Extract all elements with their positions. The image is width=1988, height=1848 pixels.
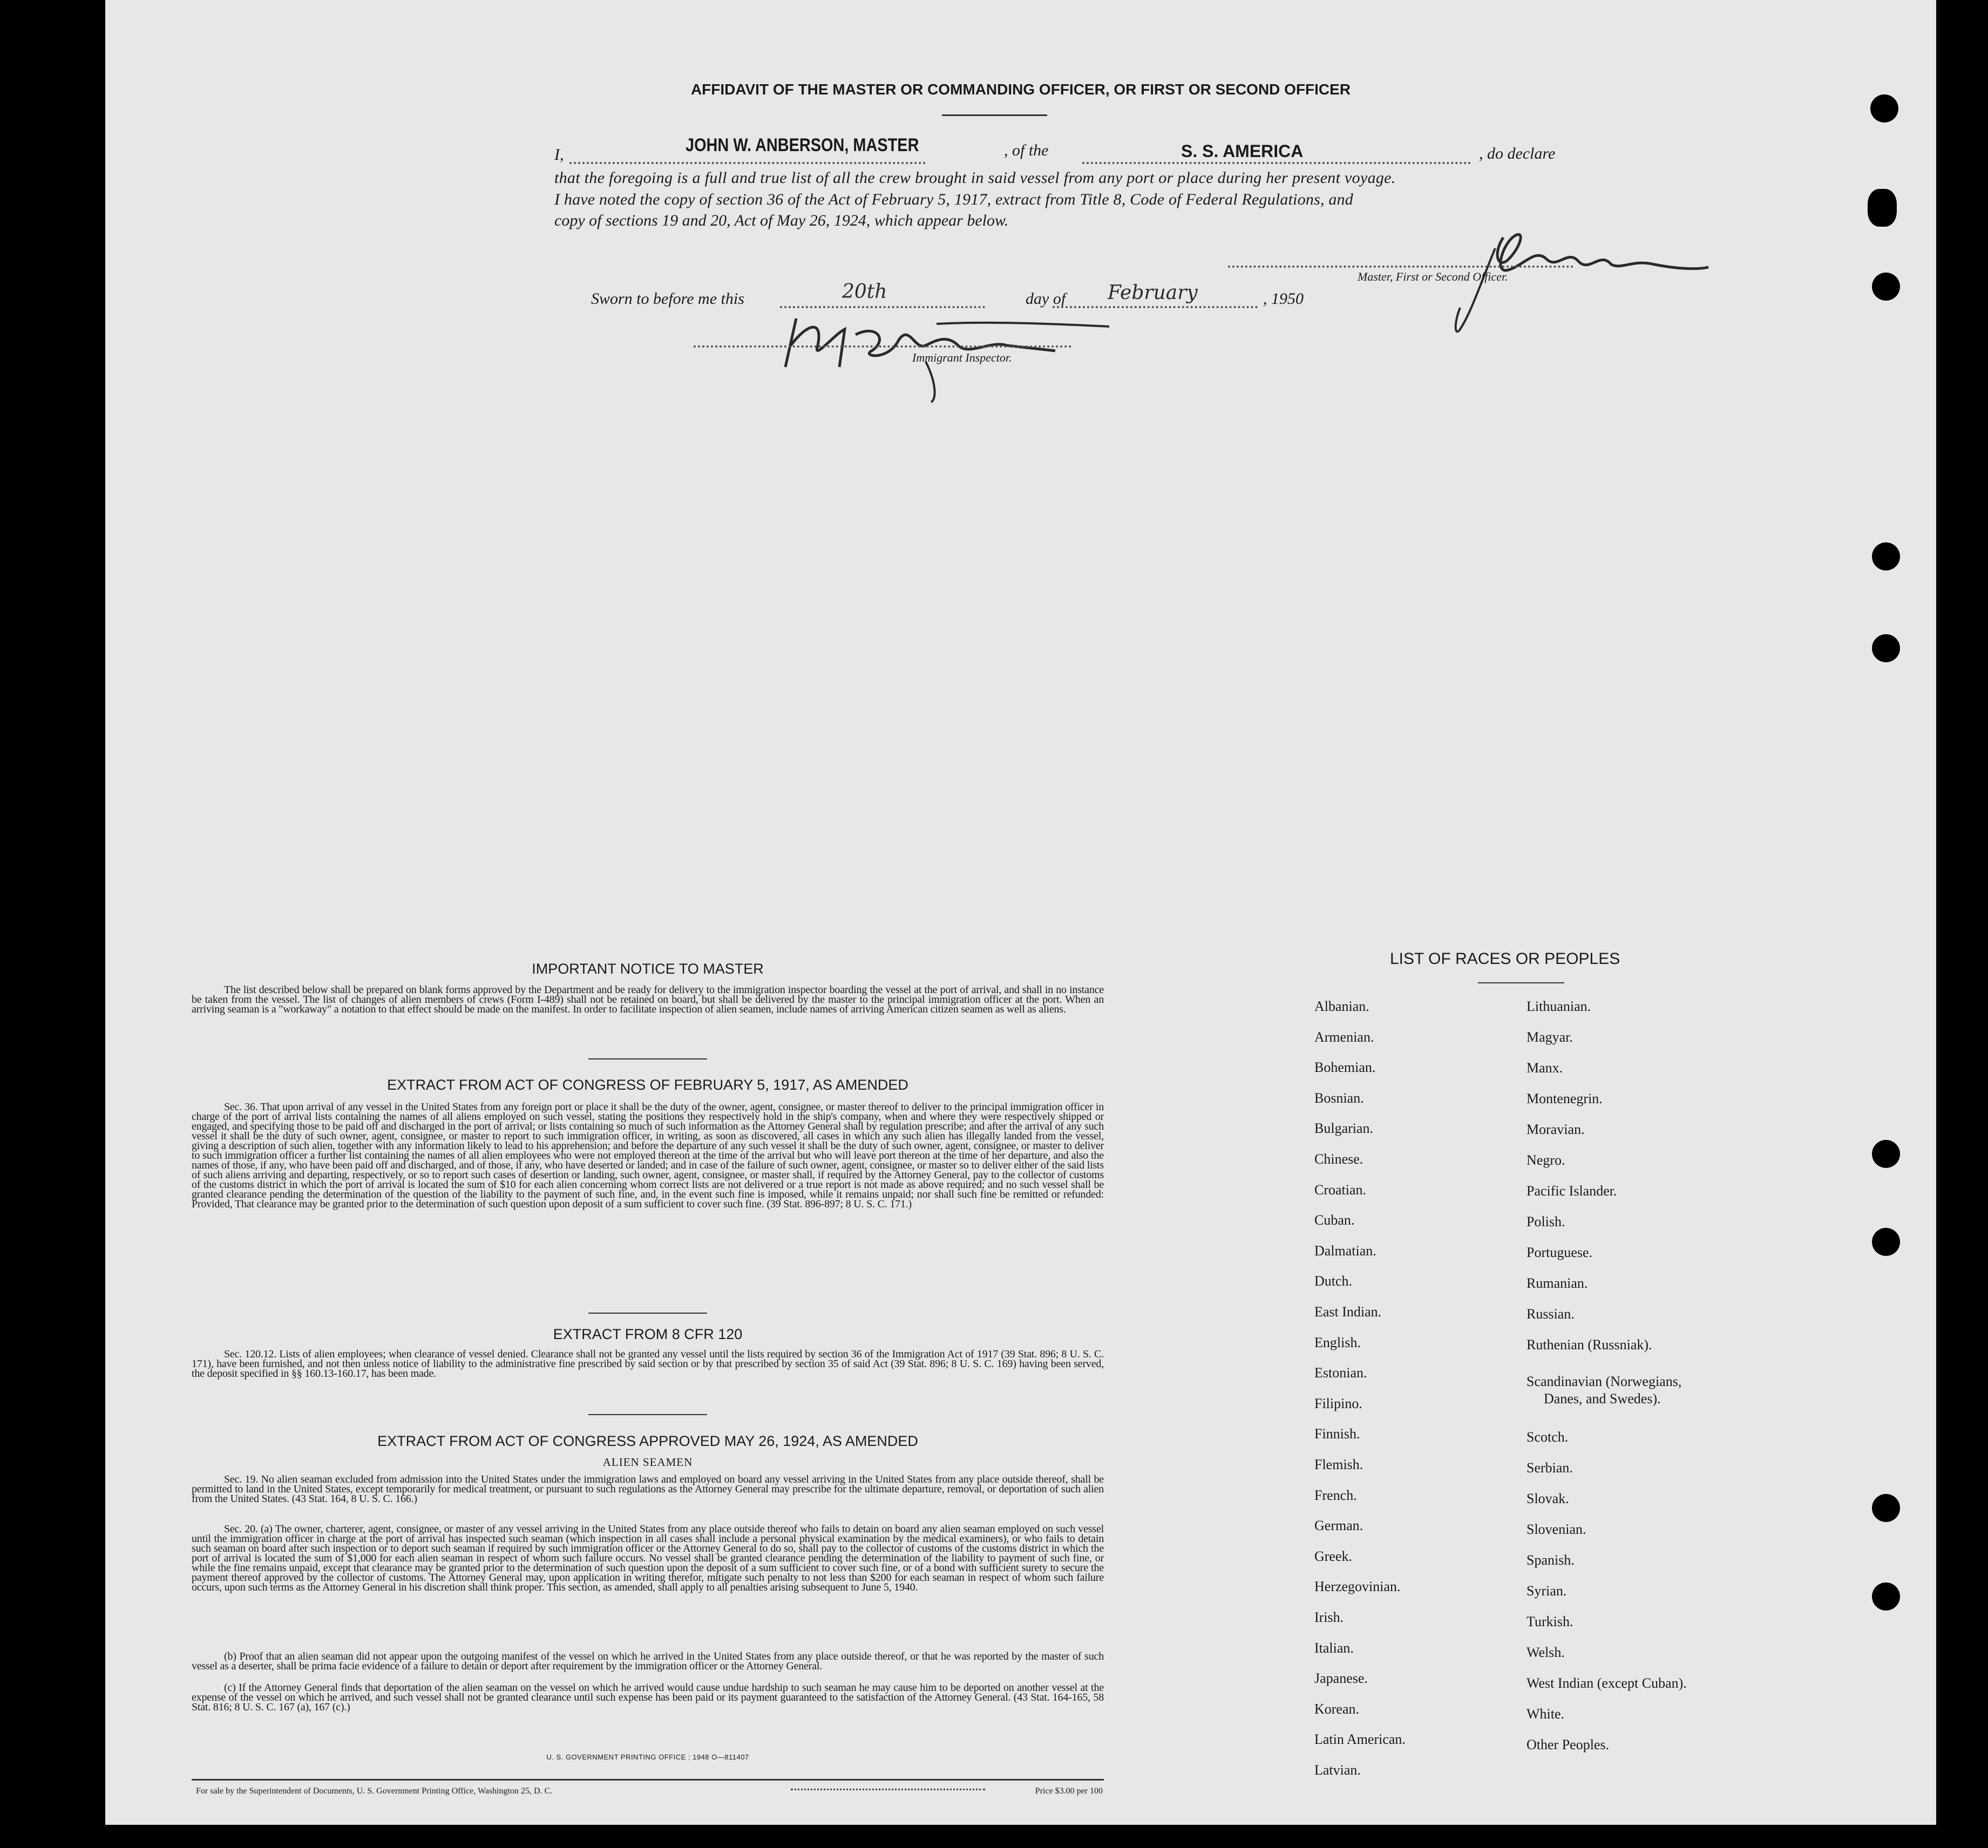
do-declare-label: , do declare: [1479, 145, 1556, 162]
master-signature-line: [1228, 266, 1573, 268]
race-item: White.: [1526, 1706, 1565, 1722]
master-name: JOHN W. ANBERSON, MASTER: [686, 135, 919, 155]
punch-hole: [1872, 1494, 1900, 1522]
extract-cfr-title: EXTRACT FROM 8 CFR 120: [553, 1326, 743, 1342]
race-item: Syrian.: [1526, 1583, 1567, 1599]
extract-1924-subtitle: ALIEN SEAMEN: [602, 1456, 693, 1469]
race-item: Cuban.: [1314, 1212, 1355, 1228]
race-item: Korean.: [1314, 1701, 1360, 1717]
race-item: Flemish.: [1314, 1457, 1363, 1472]
race-item: Danes, and Swedes).: [1544, 1391, 1661, 1407]
race-item: Portuguese.: [1526, 1245, 1593, 1260]
sec-20b-text: (b) Proof that an alien seaman did not appear upon the outgoing manifest of the vessel on which he arrived in the United States from any place outside thereof, or that he was reported by the master of such vessel as a deserter, shall be prima facie evidence of a failure to detain or deport after requirement by the immigration officer or the Attorney General.: [192, 1650, 1104, 1672]
sec-19-text: Sec. 19. No alien seaman excluded from admission into the United States under the immigration laws and employed on board any vessel arriving in the United States from any place outside thereof, shall be permitted to land in the United States, except temporarily for medical treatment, or pursuant to such regulations as the Attorney General may prescribe for the ultimate departure, removal, or deportation of such alien from the United States. (43 Stat. 164, 8 U. S. C. 166.): [192, 1473, 1104, 1505]
race-item: Herzegovinian.: [1314, 1579, 1401, 1595]
footer-left: For sale by the Superintendent of Documents, U. S. Government Printing Office, Washington 25, D. C.: [196, 1786, 553, 1796]
extract-1917-divider: [588, 1313, 707, 1314]
extract-1924-title: EXTRACT FROM ACT OF CONGRESS APPROVED MAY 26, 1924, AS AMENDED: [377, 1433, 918, 1449]
race-item: Greek.: [1314, 1548, 1353, 1564]
footer-right: Price $3.00 per 100: [1035, 1786, 1103, 1796]
vessel-line: [1082, 162, 1471, 164]
race-item: Slovenian.: [1526, 1521, 1586, 1537]
race-item: Negro.: [1526, 1152, 1565, 1168]
race-item: Manx.: [1526, 1060, 1563, 1076]
punch-hole: [1868, 189, 1897, 227]
race-item: Finnish.: [1314, 1426, 1360, 1442]
sworn-label: Sworn to before me this: [591, 290, 744, 308]
race-item: Bosnian.: [1314, 1090, 1364, 1106]
of-the-label: , of the: [1004, 141, 1049, 159]
race-item: Estonian.: [1314, 1365, 1367, 1381]
race-item: Magyar.: [1526, 1029, 1573, 1045]
race-item: Bulgarian.: [1314, 1120, 1374, 1137]
race-item: Armenian.: [1314, 1029, 1374, 1045]
race-item: Lithuanian.: [1526, 998, 1591, 1014]
year-value: , 1950: [1263, 290, 1304, 308]
race-item: Serbian.: [1526, 1460, 1573, 1476]
race-item: Irish.: [1314, 1609, 1344, 1625]
race-item: Welsh.: [1526, 1645, 1565, 1660]
races-title: LIST OF RACES OR PEOPLES: [1390, 950, 1620, 968]
punch-hole: [1872, 273, 1900, 301]
race-item: Scotch.: [1526, 1429, 1569, 1445]
race-item: Ruthenian (Russniak).: [1526, 1337, 1652, 1353]
notice-text: The list described below shall be prepared on blank forms approved by the Department and be ready for delivery to the immigration inspector boarding the vessel at the port of arrival, and shall in no instance be taken from the vessel. The list of changes of alien members of crews (Form I-489) shall not be retained on board, but shall be delivered by the master to the principal immigration officer at the port. When an arriving seaman is a "workaway" a notation to that effect should be made on the manifest. In order to facilitate inspection of alien seamen, include names of arriving American citizen seamen as well as aliens.: [192, 984, 1104, 1015]
sec-20a-text: Sec. 20. (a) The owner, charterer, agent, consignee, or master of any vessel arriving in the United States from any place outside thereof who fails to detain on board any alien seaman employed on such vessel until the immigration officer in charge at the port of arrival has inspected such seaman (which inspection in all cases shall include a personal physical examination by the medical examiners), or who fails to detain such seaman on board after such inspection or to deport such seaman if required by such immigration officer or the Attorney General to do so, shall pay to the collector of customs of the customs district in which the port of arrival is located the sum of $1,000 for each alien seaman in respect of whom such failure occurs. No vessel shall be granted clearance pending the determination of the liability to payment of such fine, or while the fine remains unpaid, except that clearance may be granted prior to the determination of such question upon the deposit of a sum sufficient to cover such fine, or of a bond with sufficient surety to secure the payment thereof approved by the collector of customs. The Attorney General may, upon application in writing therefor, mitigate such penalty to not less than $200 for each seaman in respect of whom such failure occurs, upon such terms as the Attorney General in his discretion shall think proper. This section, as amended, shall apply to all penalties arising subsequent to June 5, 1940.: [192, 1523, 1104, 1593]
inspector-caption: Immigrant Inspector.: [912, 351, 1012, 364]
punch-hole: [1872, 542, 1900, 570]
race-item: East Indian.: [1314, 1304, 1382, 1320]
race-item: Moravian.: [1526, 1122, 1585, 1137]
race-item: Slovak.: [1526, 1491, 1569, 1506]
title-divider: [942, 114, 1047, 116]
extract-cfr-text: Sec. 120.12. Lists of alien employees; when clearance of vessel denied. Clearance shall not be granted any vessel until the lists required by section 36 of the Immigration Act of 1917 (39 Stat. 896; 8 U. S. C. 171), have been furnished, and not then unless notice of liability to the administrative fine prescribed by said section or by that prescribed by section 35 of said Act (39 Stat. 896; 8 U. S. C. 169) having been served, the deposit specified in §§ 160.13-160.17, has been made.: [192, 1348, 1104, 1380]
race-item: Scandinavian (Norwegians,: [1526, 1374, 1682, 1389]
day-value: 20th: [842, 281, 887, 303]
race-item: French.: [1314, 1487, 1357, 1503]
affidavit-title: AFFIDAVIT OF THE MASTER OR COMMANDING OFFICER, OR FIRST OR SECOND OFFICER: [690, 81, 1351, 98]
notice-title: IMPORTANT NOTICE TO MASTER: [532, 961, 764, 977]
race-item: English.: [1314, 1334, 1361, 1350]
document-page: [105, 0, 1936, 1825]
inspector-line: [694, 345, 1071, 348]
race-item: Filipino.: [1314, 1395, 1362, 1411]
race-item: Latin American.: [1314, 1731, 1406, 1748]
day-of-label: day of: [1026, 290, 1066, 308]
extract-1917-text: Sec. 36. That upon arrival of any vessel in the United States from any foreign port or place it shall be the duty of the owner, agent, consignee, or master thereof to deliver to the principal immigration officer in charge of the port of arrival lists containing the names of all aliens employed on such vessel, stating the positions they respectively hold in the ship's company, when and where they were respectively shipped or engaged, and specifying those to be paid off and discharged in the port of arrival; or lists containing so much of such information as the Attorney General shall by regulation prescribe; and after the arrival of any such vessel it shall be the duty of such owner, agent, consignee, or master to report to such immigration officer, in writing, as soon as discovered, all cases in which any such alien has illegally landed from the vessel, giving a description of such alien, together with any information likely to lead to his apprehension; and before the departure of any such vessel it shall be the duty of such owner, agent, consignee, or master to deliver to such immigration officer a further list containing the names of all alien employees who were not employed thereon at the time of the arrival but who will leave port thereon at the time of her departure, and also the names of those, if any, who have been paid off and discharged, and of those, if any, who have deserted or landed; and in case of the failure of such owner, agent, consignee, or master so to deliver either of the said lists of such aliens arriving and departing, respectively, or so to report such cases of desertion or landing, such owner, agent, consignee, or master shall, if required by the Attorney General, pay to the collector of customs of the customs district in which the port of arrival is located the sum of $10 for each alien concerning whom correct lists are not delivered or a true report is not made as above required; and no such vessel shall be granted clearance pending the determination of the question of the liability to the payment of such fine, and, in the event such fine is imposed, while it remains unpaid; nor shall such fine be remitted or refunded: Provided, That clearance may be granted prior to the determination of such question upon deposit of a sum sufficient to cover such fine. (39 Stat. 896-897; 8 U. S. C. 171.): [192, 1101, 1104, 1210]
affidavit-line-2: that the foregoing is a full and true list of all the crew brought in said vessel from any port or place during her present voyage.: [554, 169, 1396, 187]
race-item: Montenegrin.: [1526, 1091, 1603, 1106]
race-item: Turkish.: [1526, 1614, 1573, 1629]
race-item: Pacific Islander.: [1526, 1183, 1617, 1199]
punch-hole: [1872, 1140, 1900, 1168]
races-divider: [1478, 982, 1564, 983]
master-signature-caption: Master, First or Second Officer.: [1358, 270, 1508, 283]
race-item: Chinese.: [1314, 1151, 1363, 1167]
month-value: February: [1108, 282, 1198, 304]
race-item: Dutch.: [1314, 1273, 1353, 1289]
affidavit-line-3: I have noted the copy of section 36 of the Act of February 5, 1917, extract from Title 8, Code of Federal Regulations, and: [554, 191, 1353, 208]
gpo-note: U. S. GOVERNMENT PRINTING OFFICE : 1948 O—811407: [546, 1753, 749, 1761]
race-item: West Indian (except Cuban).: [1526, 1675, 1687, 1691]
punch-hole: [1872, 1582, 1900, 1611]
race-item: Latvian.: [1314, 1762, 1361, 1778]
race-item: Spanish.: [1526, 1552, 1575, 1568]
race-item: Other Peoples.: [1526, 1737, 1610, 1752]
vessel-name: S. S. AMERICA: [1181, 141, 1304, 161]
race-item: Italian.: [1314, 1640, 1354, 1656]
sec-20c-text: (c) If the Attorney General finds that deportation of the alien seaman on the vessel on which he arrived would cause undue hardship to such seaman he may cause him to be deported on another vessel at the expense of the vessel on which he arrived, and such vessel shall not be granted clearance until such expense has been paid or its payment guaranteed to the satisfaction of the Attorney General. (43 Stat. 164-165, 58 Stat. 816; 8 U. S. C. 167 (a), 167 (c).): [192, 1682, 1104, 1713]
extract-cfr-divider: [588, 1414, 707, 1415]
race-item: Japanese.: [1314, 1670, 1368, 1687]
i-label: I,: [554, 146, 564, 164]
race-item: Russian.: [1526, 1306, 1575, 1322]
race-item: Bohemian.: [1314, 1059, 1376, 1076]
punch-hole: [1870, 94, 1898, 123]
footer-rule: [192, 1779, 1104, 1781]
punch-hole: [1872, 1228, 1900, 1256]
race-item: Dalmatian.: [1314, 1242, 1376, 1259]
punch-hole: [1872, 634, 1900, 662]
extract-1917-title: EXTRACT FROM ACT OF CONGRESS OF FEBRUARY 5, 1917, AS AMENDED: [387, 1077, 908, 1093]
notice-divider: [588, 1058, 707, 1059]
race-item: Rumanian.: [1526, 1275, 1588, 1291]
affidavit-line-4: copy of sections 19 and 20, Act of May 26, 1924, which appear below.: [554, 212, 1009, 229]
race-item: Albanian.: [1314, 998, 1369, 1014]
race-item: German.: [1314, 1518, 1363, 1534]
master-name-line: [569, 162, 926, 164]
race-item: Polish.: [1526, 1214, 1565, 1229]
race-item: Croatian.: [1314, 1181, 1367, 1198]
